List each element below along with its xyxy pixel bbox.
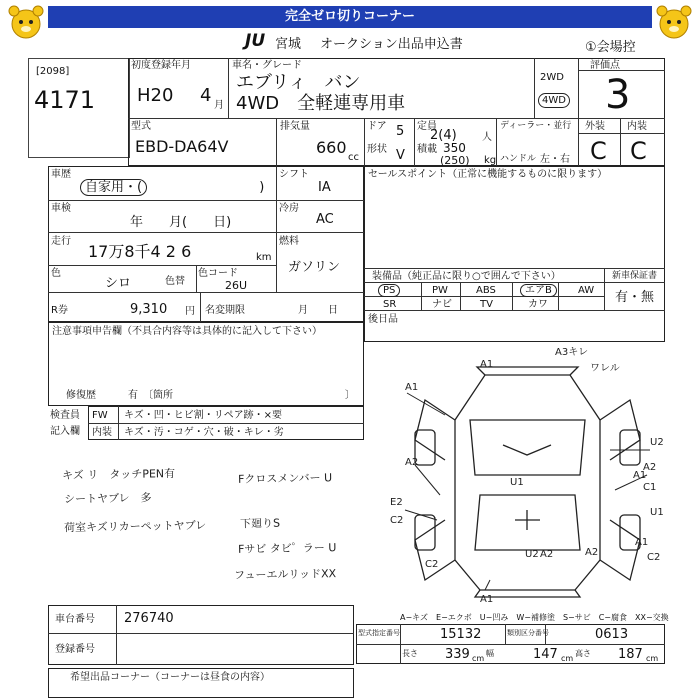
footer-label: 希望出品コーナー（コーナーは昼食の内容） (70, 672, 270, 683)
damage-mark: U2 (525, 549, 539, 560)
bear-mascot-left (6, 2, 46, 42)
usage-type-close: ) (259, 180, 265, 195)
equip-sr: SR (383, 299, 397, 310)
displacement: 660 (316, 138, 347, 157)
mileage-unit: km (256, 252, 272, 263)
ju-logo: JU (245, 31, 266, 51)
handle: 左・右 (540, 154, 570, 165)
reg-month-unit: 月 (214, 100, 224, 111)
damage-mark: A3キレ (555, 347, 589, 358)
model-code: EBD-DA64V (135, 137, 229, 156)
width: 147 (533, 647, 558, 662)
usage-type-label: 車歴 (51, 169, 71, 180)
warranty-value: 有・無 (615, 290, 655, 305)
brand-suffix: 宮城 (275, 37, 302, 52)
handwritten-note: フューエルリッドXX (233, 567, 337, 582)
inspector-label: 検査員 (50, 410, 80, 421)
equip-pw: PW (432, 285, 448, 296)
door-label: ドア (367, 121, 387, 132)
load-label: 積載 (417, 144, 437, 155)
damage-mark: A1 (405, 382, 419, 393)
width-unit: cm (561, 654, 574, 663)
exterior-grade: C (590, 137, 607, 165)
damage-mark: U2 (650, 437, 664, 448)
lot-box (28, 58, 130, 158)
score: 3 (605, 72, 631, 118)
interior-items: キズ・汚・コゲ・穴・破・キレ・劣 (124, 427, 284, 438)
handwritten-note: Fクロスメンバー U (237, 471, 333, 486)
damage-mark: E2 (390, 497, 403, 508)
car-name: エブリィ バン (236, 72, 361, 93)
damage-mark: A1 (480, 359, 494, 370)
color-change-label: 色替 (165, 276, 185, 287)
drive-2wd: 2WD (540, 72, 564, 83)
color-code: 26U (225, 279, 248, 292)
cert-value: 15132 (440, 627, 482, 642)
kg-unit: kg (484, 155, 497, 166)
damage-mark: A2 (540, 549, 554, 560)
fuel: ガソリン (288, 260, 341, 275)
length-unit: cm (472, 654, 485, 663)
sales-point-label: セールスポイント（正常に機能するものに限ります） (368, 169, 608, 180)
length: 339 (445, 647, 470, 662)
damage-mark: A2 (585, 547, 599, 558)
exterior-label: 外装 (585, 121, 605, 132)
score-label: 評価点 (590, 60, 620, 71)
car-damage-diagram (385, 345, 670, 605)
damage-mark: A1 (480, 594, 494, 605)
handwritten-note: 下廻りS (239, 516, 281, 531)
form-title: オークション出品申込書 (320, 37, 463, 52)
inspection-label: 車検 (51, 203, 71, 214)
load-alt: (250) (440, 154, 470, 167)
chassis-label: 車台番号 (55, 614, 95, 625)
aircon-label: 冷房 (279, 203, 299, 214)
damage-mark: U1 (650, 507, 664, 518)
car-grade: 4WD 全軽連専用車 (236, 93, 406, 114)
interior-grade: C (630, 137, 647, 165)
car-name-label: 車名・グレード (232, 60, 302, 71)
banner: 完全ゼロ切りコーナー (48, 6, 652, 28)
handwritten-note: 荷室キズリカーペットヤブレ (63, 518, 207, 535)
damage-mark: A1 (633, 470, 647, 481)
doors: 5 (396, 124, 405, 139)
chassis-number: 276740 (124, 611, 174, 626)
recycle-unit: 円 (185, 306, 195, 317)
lot-top: [2098] (36, 66, 70, 77)
repair-close: 〕 (345, 390, 355, 401)
equip-ps: PS (378, 284, 400, 297)
capacity: 2(4) (430, 128, 457, 143)
bear-mascot-right (654, 2, 694, 42)
cert-label: 型式指定番号 (358, 629, 400, 637)
load: 350 (443, 141, 466, 155)
usage-type (80, 180, 264, 195)
fuel-label: 燃料 (279, 236, 299, 247)
mileage-label: 走行 (51, 236, 71, 247)
class-label: 類別区分番号 (507, 629, 549, 637)
handwritten-note: Fサビ タビ゜ラー U (237, 541, 337, 556)
equipment-label: 装備品（純正品に限り○で囲んで下さい） (372, 271, 561, 282)
shape-label: 形状 (367, 144, 387, 155)
capacity-label: 定員 (417, 121, 437, 132)
recycle-label: R券 (51, 305, 68, 316)
sales-block (364, 166, 665, 342)
warranty-label: 新車保証書 (612, 271, 658, 281)
reg-number-label: 登録番号 (55, 644, 95, 655)
handwritten-note: キズ リ タッチPEN有 (61, 467, 176, 482)
height-unit: cm (646, 654, 659, 663)
color-code-label: 色コード (198, 268, 238, 279)
height-label: 高さ (575, 649, 591, 658)
drive-4wd-selected: 4WD (538, 93, 570, 108)
inspection-value: 年 月( 日) (130, 215, 232, 230)
interior-label: 内装 (627, 121, 647, 132)
equip-airbag: エアB (520, 284, 557, 297)
fw-items: キズ・凹・ヒビ割・リペア跡・×要 (124, 410, 282, 421)
notes-label: 注意事項申告欄（不具合内容等は具体的に記入して下さい） (52, 326, 322, 337)
equip-leather: カワ (528, 299, 548, 310)
first-reg-label: 初度登録年月 (131, 60, 191, 71)
equip-navi: ナビ (432, 299, 452, 310)
damage-mark: A2 (643, 462, 657, 473)
rear-items-label: 後日品 (368, 314, 398, 325)
shift: IA (318, 180, 331, 195)
length-label: 長さ (402, 649, 418, 658)
damage-mark: C2 (647, 552, 661, 563)
shape: V (396, 148, 405, 163)
equip-abs: ABS (476, 285, 496, 296)
reg-year: H20 (137, 85, 174, 106)
damage-mark: C2 (425, 559, 439, 570)
mileage: 17万8千4 2 6 (88, 242, 192, 261)
width-label: 幅 (486, 649, 494, 658)
damage-mark: A2 (405, 457, 419, 468)
color-label: 色 (51, 268, 61, 279)
capacity-unit: 人 (482, 132, 492, 143)
dealer-label: ディーラー・並行 (500, 121, 572, 131)
color: シロ (105, 276, 132, 291)
handwritten-note: シートヤブレ 多 (63, 491, 152, 506)
handle-label: ハンドル (500, 154, 537, 164)
damage-mark: C2 (390, 515, 404, 526)
venue-copy: ①会場控 (585, 40, 636, 55)
model-label: 型式 (131, 121, 151, 132)
lot-number: 4171 (34, 86, 96, 114)
record-label: 記入欄 (50, 426, 80, 437)
usage-type-value: 自家用・( (80, 179, 147, 196)
equip-aw: AW (578, 285, 595, 296)
equip-tv: TV (480, 299, 493, 310)
class-value: 0613 (595, 627, 629, 642)
damage-mark: ワレル (590, 363, 620, 374)
damage-mark: U1 (510, 477, 524, 488)
fw-label: FW (92, 410, 108, 421)
cc-unit: cc (348, 152, 359, 163)
height: 187 (618, 647, 643, 662)
repair-label: 修復歴 (66, 390, 96, 401)
interior-check-label: 内装 (92, 427, 112, 438)
damage-mark: A1 (635, 537, 649, 548)
shift-label: シフト (279, 169, 309, 180)
aircon: AC (316, 212, 334, 227)
displacement-label: 排気量 (280, 121, 310, 132)
recycle-value: 9,310 (130, 302, 168, 317)
repair-value: 有 〔箇所 (128, 390, 173, 401)
damage-mark: C1 (643, 482, 657, 493)
damage-legend: A−キズ E−エクボ U−凹み W−補修塗 S−サビ C−腐食 XX−交換 (400, 613, 669, 622)
name-change-value: 月 日 (298, 305, 338, 316)
name-change-label: 名変期限 (205, 305, 245, 316)
reg-month: 4 (200, 85, 212, 106)
